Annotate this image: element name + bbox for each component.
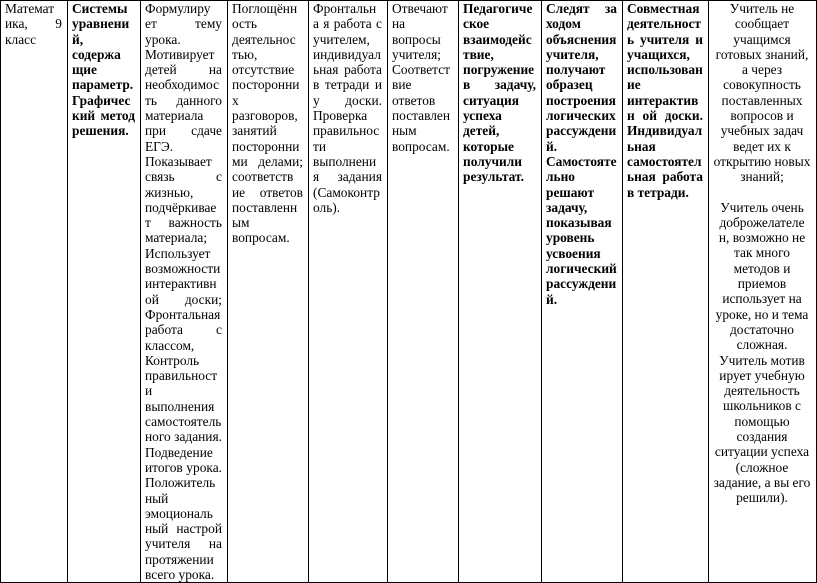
subject-cell bbox=[1, 1, 68, 583]
notes-paragraph-1: Учитель не сообщает учащимся готовых знаний, а через совокупность поставленных вопросов и учебных задач ведет их к открытию новых знаний; bbox=[713, 1, 811, 185]
student-activity-cell bbox=[228, 1, 309, 583]
topic-cell bbox=[68, 1, 141, 583]
teacher-activity-text: Формулиру ет тему урока. Мотивирует детей на необходимос ть данного материала при сдаче ЕГЭ. Показывает связь с жизнью, подчёркивае т важность материала; Использует возможности интерактивн ой доски; Фронтальная работа с классом, Контроль правильност и выполнения самостоятель ного задания. Подведение итогов урока. Положитель ный эмоциональ ный настрой учителя на протяжении всего урока. bbox=[145, 1, 222, 582]
paragraph-gap bbox=[713, 185, 811, 200]
work-forms-text: Фронтальна я работа с учителем, индивидуал ьная работа в тетради и у доски. Проверка правильнос ти выполнения задания (Самоконтр оль). bbox=[313, 1, 382, 215]
pedagogy-text: Педагогиче ское взаимодейс твие, погружение в задачу, ситуация успеха детей, которые получили результат. bbox=[463, 1, 536, 185]
notes-paragraph-2: Учитель очень доброжелателе н, возможно не так много методов и приемов использует на уроке, но и тема достаточно сложная. Учитель мотив ирует учебную деятельность школьников с помощью создания ситуации успеха (сложное задание, а вы его решили). bbox=[713, 199, 811, 506]
subject-text: Математ ика, 9 класс bbox=[5, 1, 62, 47]
pedagogy-cell bbox=[459, 1, 542, 583]
answers-cell bbox=[388, 1, 459, 583]
table-row bbox=[1, 1, 817, 583]
joint-activity-cell bbox=[623, 1, 709, 583]
following-cell bbox=[542, 1, 623, 583]
answers-text: Отвечают на вопросы учителя; Соответст вие ответов поставлен ным вопросам. bbox=[392, 1, 451, 154]
teacher-activity-cell bbox=[141, 1, 228, 583]
following-text: Следят за ходом объяснения учителя, получают образец построения логических рассуждени й. Самостояте льно решают задачу, показывая уровень усвоения логический рассуждени й. bbox=[546, 1, 617, 307]
topic-text: Системы уравнени й, содержа щие параметр. Графичес кий метод решения. bbox=[72, 1, 135, 139]
joint-activity-text: Совместная деятельност ь учителя и учащихся, использован ие интерактивн ой доски. Индивидуал ьная самостоятел ьная работа в тетради. bbox=[627, 1, 703, 200]
work-forms-cell bbox=[309, 1, 388, 583]
student-activity-text: Поглощённ ость деятельнос тью, отсутствие посторонни х разговоров, занятий посторонни ми делами; соответств ие ответов поставленн ым вопросам. bbox=[232, 1, 303, 246]
notes-cell bbox=[709, 1, 817, 583]
